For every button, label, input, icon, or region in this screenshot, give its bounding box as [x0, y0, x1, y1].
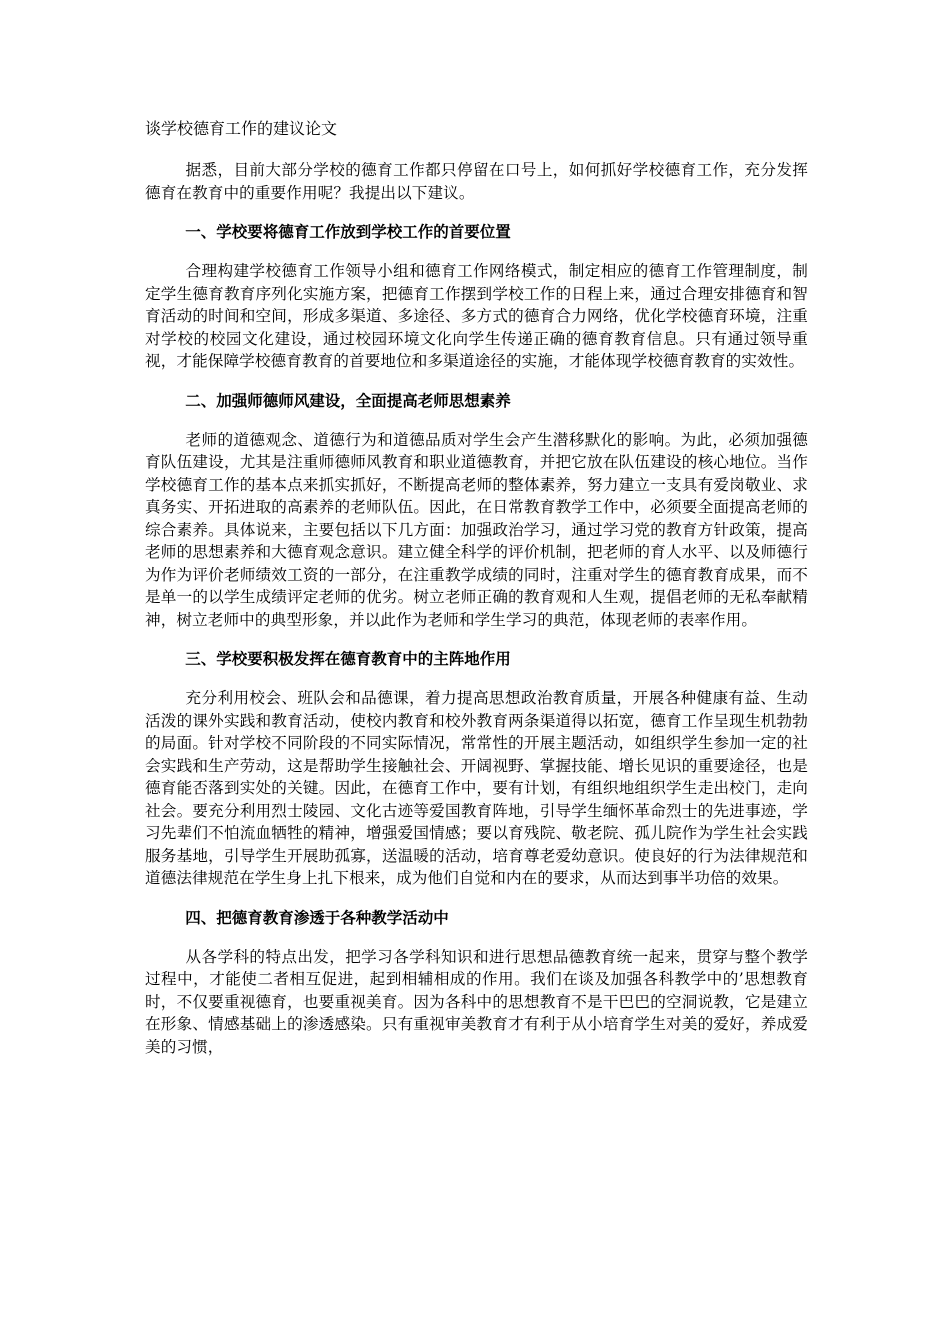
document-title: 谈学校德育工作的建议论文: [145, 119, 338, 138]
section-heading-4: 四、把德育教育渗透于各种教学活动中: [185, 908, 449, 927]
section-body-1: 合理构建学校德育工作领导小组和德育工作网络模式，制定相应的德育工作管理制度，制定学生德育教育序列化实施方案，把德育工作摆到学校工作的日程上来，通过合理安排德育和智育活动的时间和空间，形成多渠道、多途径、多方式的德育合力网络，优化学校德育环境，注重对学校的校园文化建设，通过校园环境文化向学生传递正确的德育教育信息。只有通过领导重视，才能保障学校德育教育的首要地位和多渠道途径的实施，才能体现学校德育教育的实效性。: [145, 262, 808, 370]
section-heading-3: 三、学校要积极发挥在德育教育中的主阵地作用: [185, 650, 511, 668]
document-page: [145, 118, 808, 1075]
intro-paragraph: 据悉，目前大部分学校的德育工作都只停留在口号上，如何抓好学校德育工作，充分发挥德育在教育中的重要作用呢？我提出以下建议。: [145, 161, 808, 202]
section-heading-1: 一、学校要将德育工作放到学校工作的首要位置: [185, 223, 511, 241]
section-body-2: 老师的道德观念、道德行为和道德品质对学生会产生潜移默化的影响。为此，必须加强德育队伍建设，尤其是注重师德师风教育和职业道德教育，并把它放在队伍建设的核心地位。当作学校德育工作的基本点来抓实抓好，不断提高老师的整体素养，努力建立一支具有爱岗敬业、求真务实、开拓进取的高素养的老师队伍。因此，在日常教育教学工作中，必须要全面提高老师的综合素养。具体说来，主要包括以下几方面：加强政治学习，通过学习党的教育方针政策，提高老师的思想素养和大德育观念意识。建立健全科学的评价机制，把老师的育人水平、以及师德行为作为评价老师绩效工资的一部分，在注重教学成绩的同时，注重对学生的德育教育成果，而不是单一的以学生成绩评定老师的优劣。树立老师正确的教育观和人生观，提倡老师的无私奉献精神，树立老师中的典型形象，并以此作为老师和学生学习的典范，体现老师的表率作用。: [145, 430, 808, 629]
section-body-4: 从各学科的特点出发，把学习各学科知识和进行思想品德教育统一起来，贯穿与整个教学过程中，才能使二者相互促进，起到相辅相成的作用。我们在谈及加强各科教学中的’思想教育时，不仅要重视德育，也要重视美育。因为各科中的思想教育不是干巴巴的空洞说教，它是建立在形象、情感基础上的渗透感染。只有重视审美教育才有利于从小培育学生对美的爱好，养成爱美的习惯，: [145, 947, 808, 1056]
section-body-3: 充分利用校会、班队会和品德课，着力提高思想政治教育质量，开展各种健康有益、生动活泼的课外实践和教育活动，使校内教育和校外教育两条渠道得以拓宽，德育工作呈现生机勃勃的局面。针对学校不同阶段的不同实际情况，常常性的开展主题活动，如组织学生参加一定的社会实践和生产劳动，这是帮助学生接触社会、开阔视野、掌握技能、增长见识的重要途径，也是德育能否落到实处的关键。因此，在德育工作中，要有计划，有组织地组织学生走出校门，走向社会。要充分利用烈士陵园、文化古迹等爱国教育阵地，引导学生缅怀革命烈士的先进事迹，学习先辈们不怕流血牺牲的精神，增强爱国情感；要以育残院、敬老院、孤儿院作为学生社会实践服务基地，引导学生开展助孤寡，送温暖的活动，培育尊老爱幼意识。使良好的行为法律规范和道德法律规范在学生身上扎下根来，成为他们自觉和内在的要求，从而达到事半功倍的效果。: [145, 689, 808, 887]
section-heading-2: 二、加强师德师风建设，全面提高老师思想素养: [185, 391, 511, 410]
